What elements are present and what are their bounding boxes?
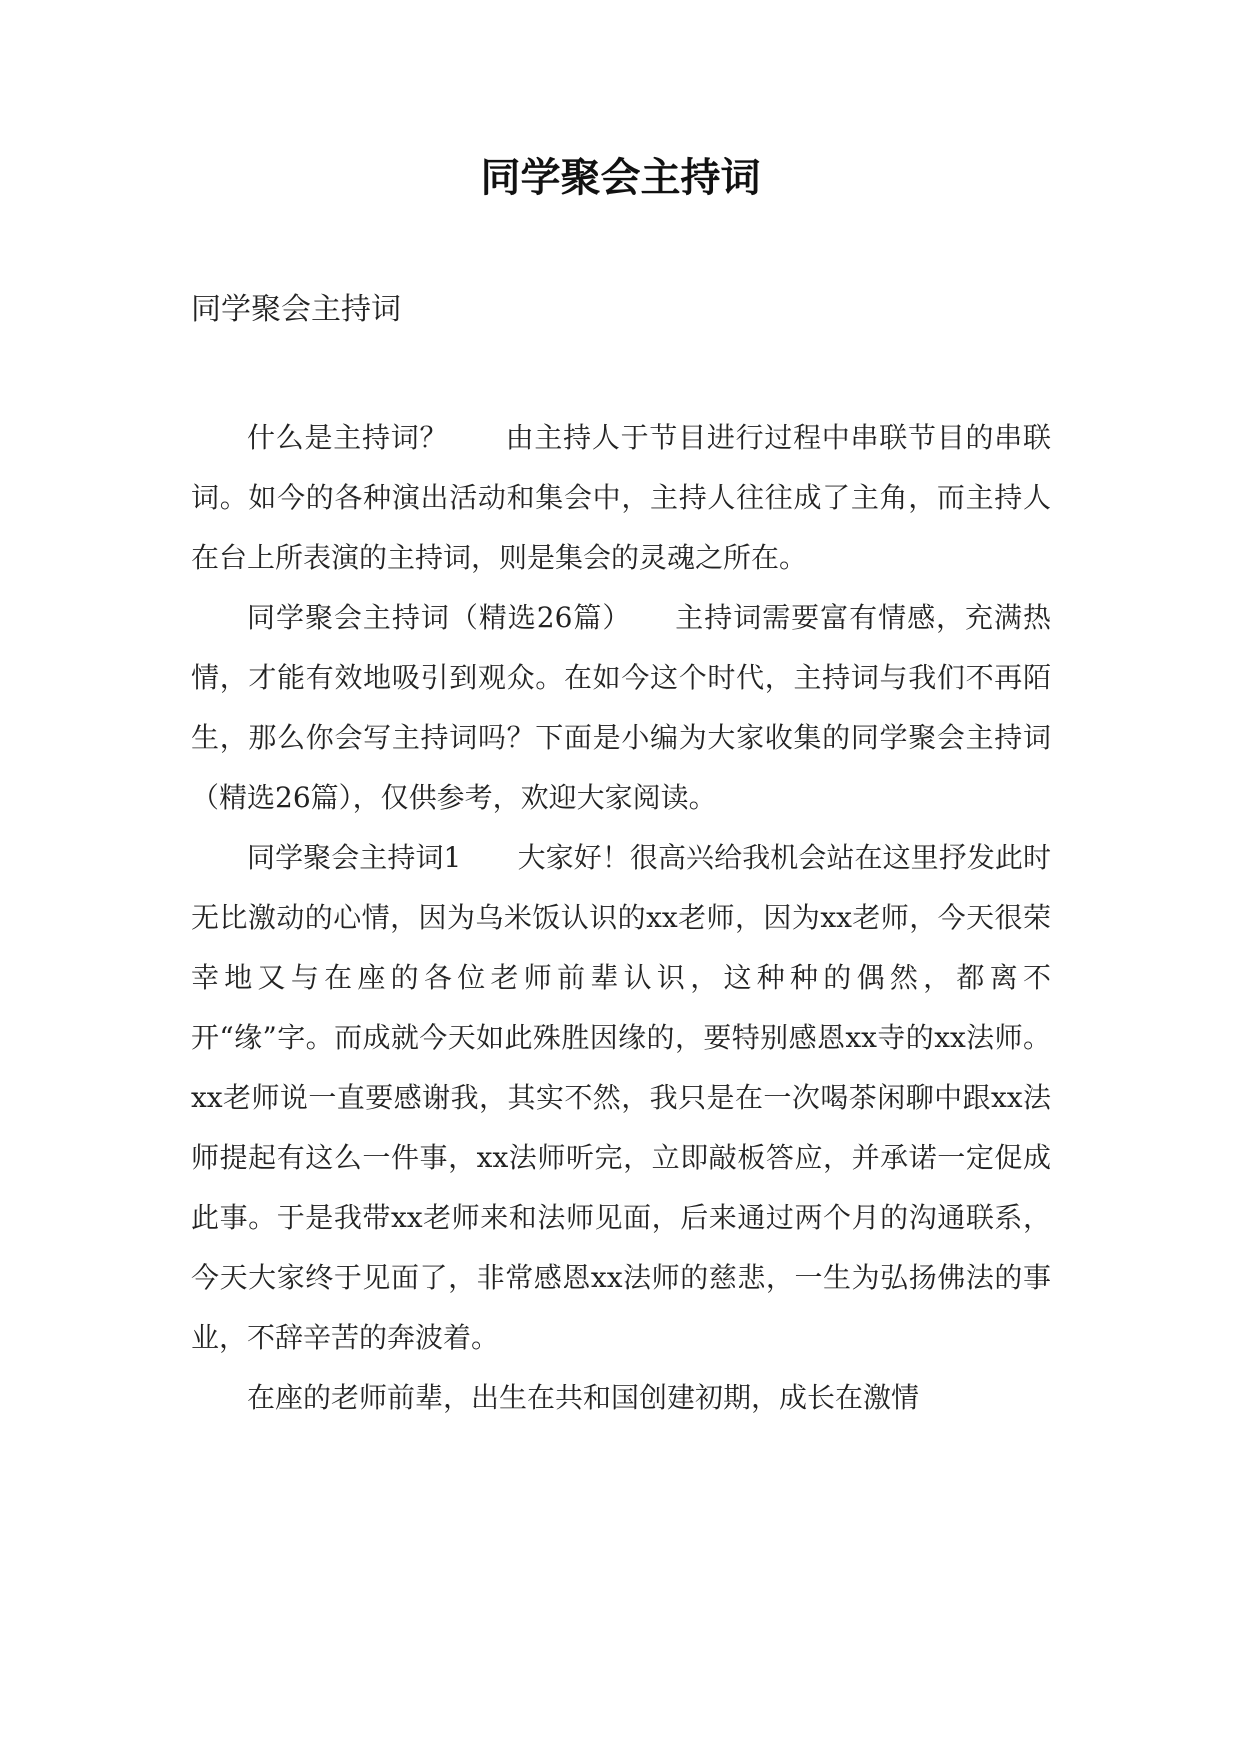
paragraph-4: 在座的老师前辈，出生在共和国创建初期，成长在激情 xyxy=(247,1381,920,1414)
paragraph-2: 同学聚会主持词（精选26篇） 主持词需要富有情感，充满热情，才能有效地吸引到观众。在如今这个时代，主持词与我们不再陌生，那么你会写主持词吗？下面是小编为大家收集的同学聚会主持词（精选26篇），仅供参考，欢迎大家阅读。 xyxy=(191,601,1051,814)
paragraph-3: 同学聚会主持词1 大家好！很高兴给我机会站在这里抒发此时无比激动的心情，因为乌米饭认识的xx老师，因为xx老师，今天很荣幸地又与在座的各位老师前辈认识，这种种的偶然，都离不开“缘”字。而成就今天如此殊胜因缘的，要特别感恩xx寺的xx法师。xx老师说一直要感谢我，其实不然，我只是在一次喝茶闲聊中跟xx法师提起有这么一件事，xx法师听完，立即敲板答应，并承诺一定促成此事。于是我带xx老师来和法师见面，后来通过两个月的沟通联系，今天大家终于见面了，非常感恩xx法师的慈悲，一生为弘扬佛法的事业，不辞辛苦的奔波着。 xyxy=(191,841,1051,1354)
document-body xyxy=(191,408,1051,1428)
document-subtitle: 同学聚会主持词 xyxy=(191,292,401,327)
document-title: 同学聚会主持词 xyxy=(480,155,761,201)
paragraph-1: 什么是主持词？ 由主持人于节目进行过程中串联节目的串联词。如今的各种演出活动和集会中，主持人往往成了主角，而主持人在台上所表演的主持词，则是集会的灵魂之所在。 xyxy=(191,421,1051,574)
